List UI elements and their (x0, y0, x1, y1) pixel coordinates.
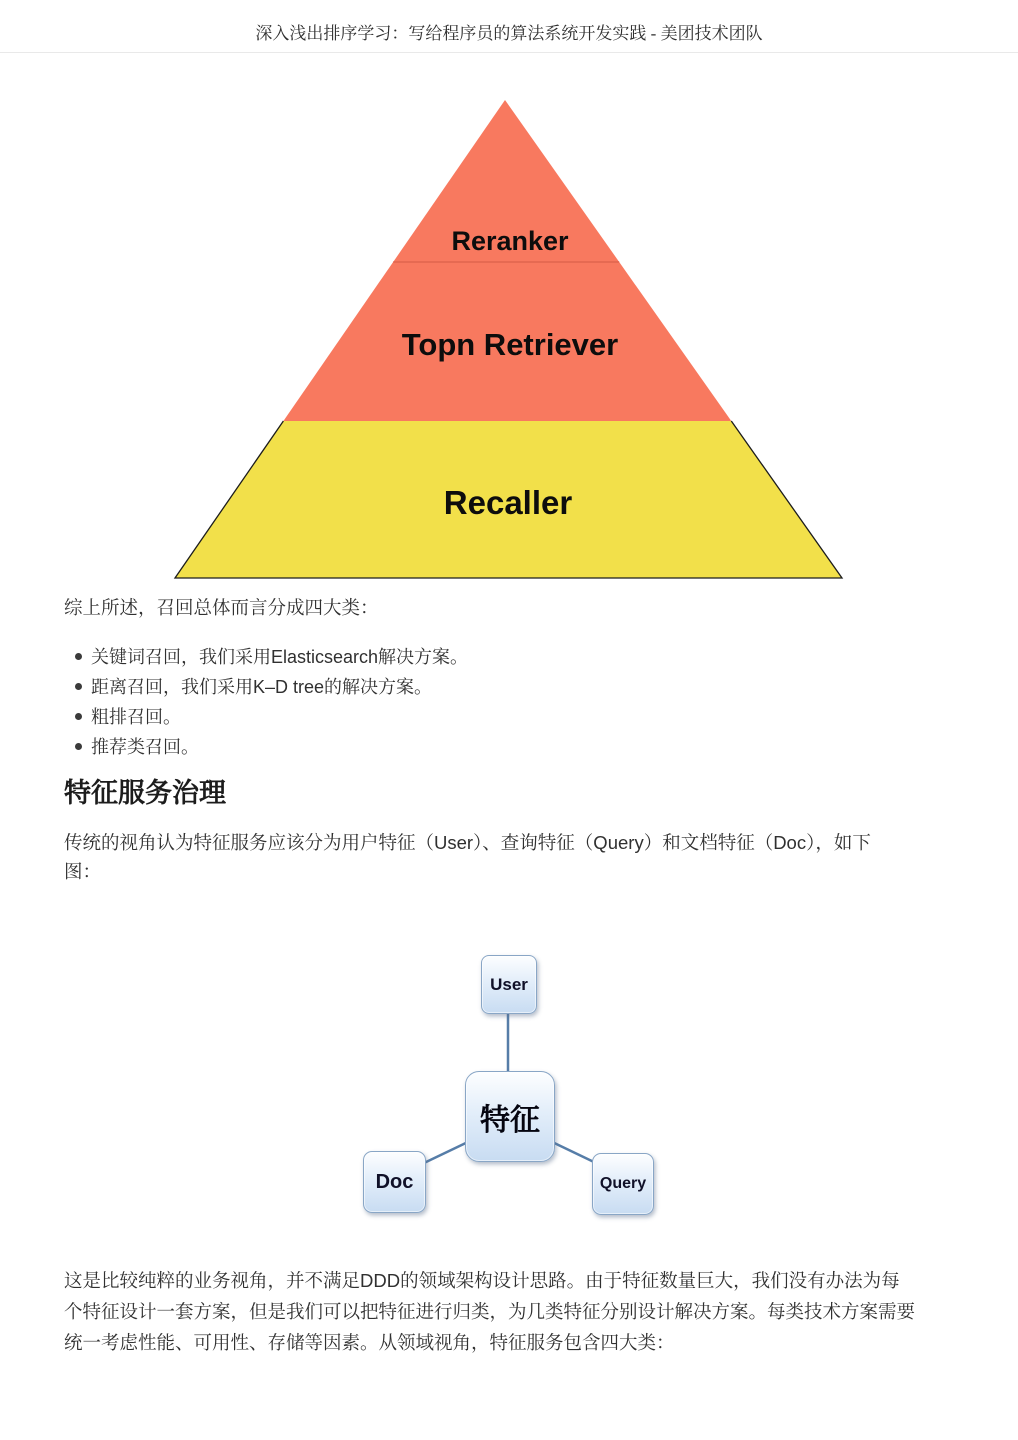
diagram-node-doc (363, 1151, 426, 1213)
pyramid-upper-section (283, 100, 731, 421)
list-item-text: 距离召回，我们采用K–D tree的解决方案。 (91, 677, 433, 697)
pyramid-label-topn-retriever: Topn Retriever (401, 327, 619, 362)
paragraph-line: 统一考虑性能、可用性、存储等因素。从领域视角，特征服务包含四大类： (64, 1332, 675, 1353)
paragraph-line: 传统的视角认为特征服务应该分为用户特征（User）、查询特征（Query）和文档特征（Doc），如下 (64, 832, 871, 853)
node-label: Query (599, 1175, 647, 1192)
list-item-text: 关键词召回，我们采用Elasticsearch解决方案。 (91, 647, 469, 667)
node-label: User (490, 974, 528, 994)
node-label: Doc (375, 1170, 414, 1193)
figure-recall-pyramid (170, 96, 850, 582)
paragraph-line: 图： (64, 861, 102, 882)
list-item (64, 641, 964, 671)
bullet-dot-icon (75, 713, 82, 720)
list-item (64, 701, 964, 731)
recall-summary-intro: 综上所述，召回总体而言分成四大类： (64, 597, 379, 618)
recall-bullet-list (64, 641, 964, 761)
list-item (64, 671, 964, 701)
section-heading-feature-governance: 特征服务治理 (64, 778, 226, 808)
diagram-node-feature (465, 1071, 555, 1162)
closing-paragraph (64, 1265, 964, 1358)
bullet-dot-icon (75, 743, 82, 750)
pyramid-label-reranker: Reranker (451, 226, 569, 256)
paragraph-line: 个特征设计一套方案，但是我们可以把特征进行归类，为几类特征分别设计解决方案。每类技术方案需要 (64, 1301, 916, 1322)
paragraph-line: 这是比较纯粹的业务视角，并不满足DDD的领域架构设计思路。由于特征数量巨大，我们没有办法为每 (64, 1270, 900, 1291)
feature-intro-paragraph (64, 828, 964, 886)
bullet-dot-icon (75, 683, 82, 690)
pyramid-label-recaller: Recaller (443, 484, 573, 521)
diagram-node-user (481, 955, 537, 1014)
node-label: 特征 (480, 1103, 540, 1137)
list-item (64, 731, 964, 761)
page-header-title: 深入浅出排序学习：写给程序员的算法系统开发实践 - 美团技术团队 (0, 0, 1018, 53)
list-item-text: 粗排召回。 (91, 707, 181, 727)
bullet-dot-icon (75, 653, 82, 660)
list-item-text: 推荐类召回。 (91, 737, 199, 757)
diagram-node-query (592, 1153, 654, 1215)
